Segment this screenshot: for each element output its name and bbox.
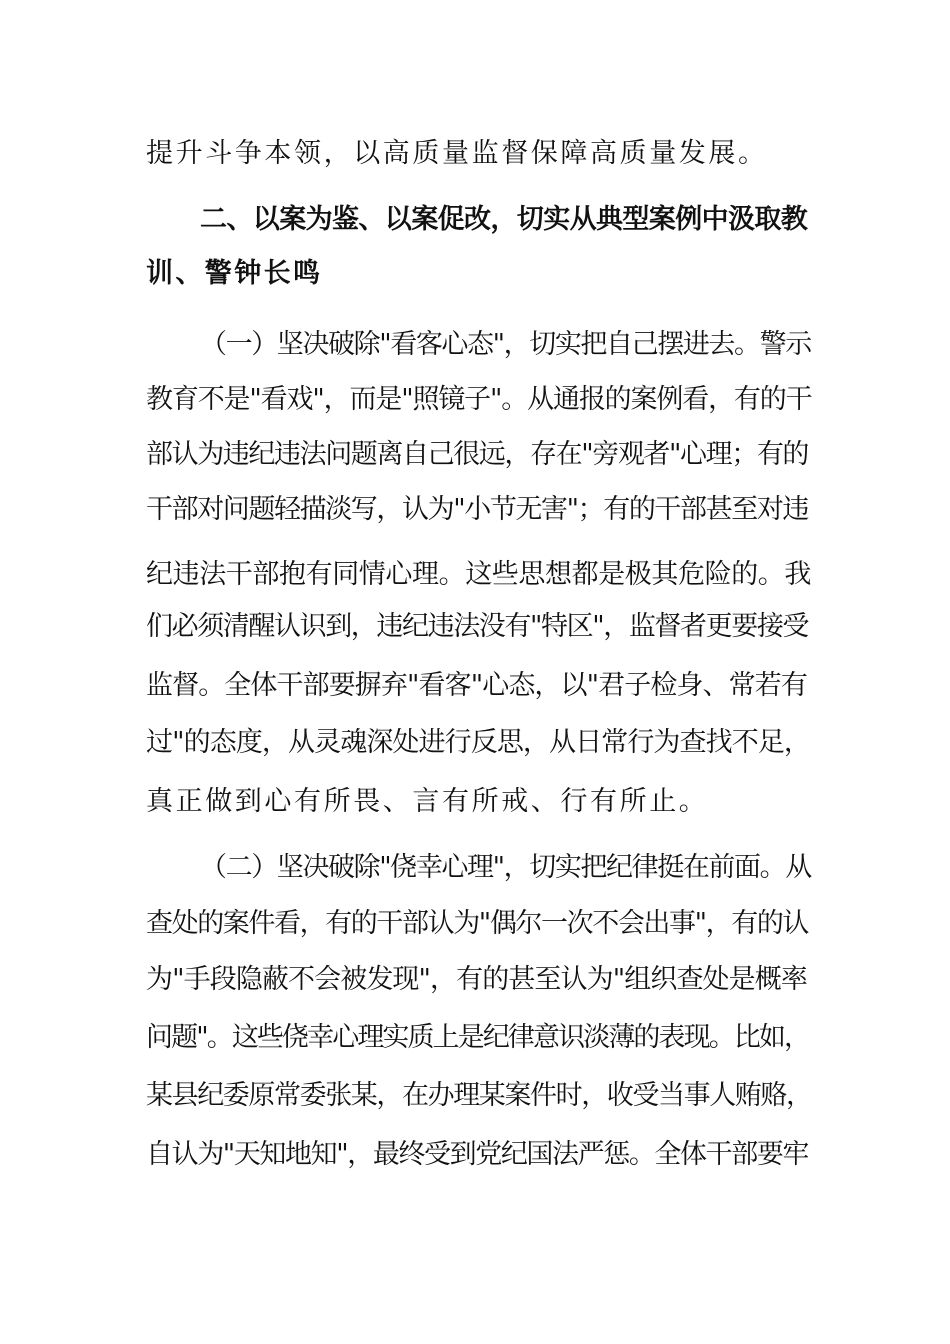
paragraph-line: （一）坚决破除"看客心态"，切实把自己摆进去。警示 <box>200 329 811 360</box>
paragraph-line: 过"的态度，从灵魂深处进行反思，从日常行为查找不足， <box>146 727 811 758</box>
paragraph-line: 们必须清醒认识到，违纪违法没有"特区"，监督者更要接受 <box>146 611 809 642</box>
paragraph-line: 提升斗争本领，以高质量监督保障高质量发展。 <box>146 138 768 169</box>
paragraph-line: 某县纪委原常委张某，在办理某案件时，收受当事人贿赂， <box>146 1080 812 1111</box>
paragraph-line: （二）坚决破除"侥幸心理"，切实把纪律挺在前面。从 <box>200 852 811 883</box>
paragraph-line: 纪违法干部抱有同情心理。这些思想都是极其危险的。我 <box>146 559 811 590</box>
paragraph-line: 为"手段隐蔽不会被发现"，有的甚至认为"组织查处是概率 <box>146 964 807 995</box>
paragraph-line: 干部对问题轻描淡写，认为"小节无害"；有的干部甚至对违 <box>146 494 809 525</box>
section-heading-line: 二、以案为鉴、以案促改，切实从典型案例中汲取教 <box>200 204 808 235</box>
paragraph-line: 查处的案件看，有的干部认为"偶尔一次不会出事"，有的认 <box>146 908 809 939</box>
paragraph-line: 教育不是"看戏"，而是"照镜子"。从通报的案例看，有的干 <box>146 384 812 415</box>
paragraph-line: 问题"。这些侥幸心理实质上是纪律意识淡薄的表现。比如， <box>146 1022 810 1053</box>
section-heading-line: 训、警钟长鸣 <box>146 258 323 289</box>
paragraph-line: 部认为违纪违法问题离自己很远，存在"旁观者"心理；有的 <box>146 439 809 470</box>
paragraph-line: 真正做到心有所畏、言有所戒、行有所止。 <box>146 786 709 817</box>
paragraph-line: 自认为"天知地知"，最终受到党纪国法严惩。全体干部要牢 <box>146 1139 809 1170</box>
paragraph-line: 监督。全体干部要摒弃"看客"心态，以"君子检身、常若有 <box>146 670 807 701</box>
